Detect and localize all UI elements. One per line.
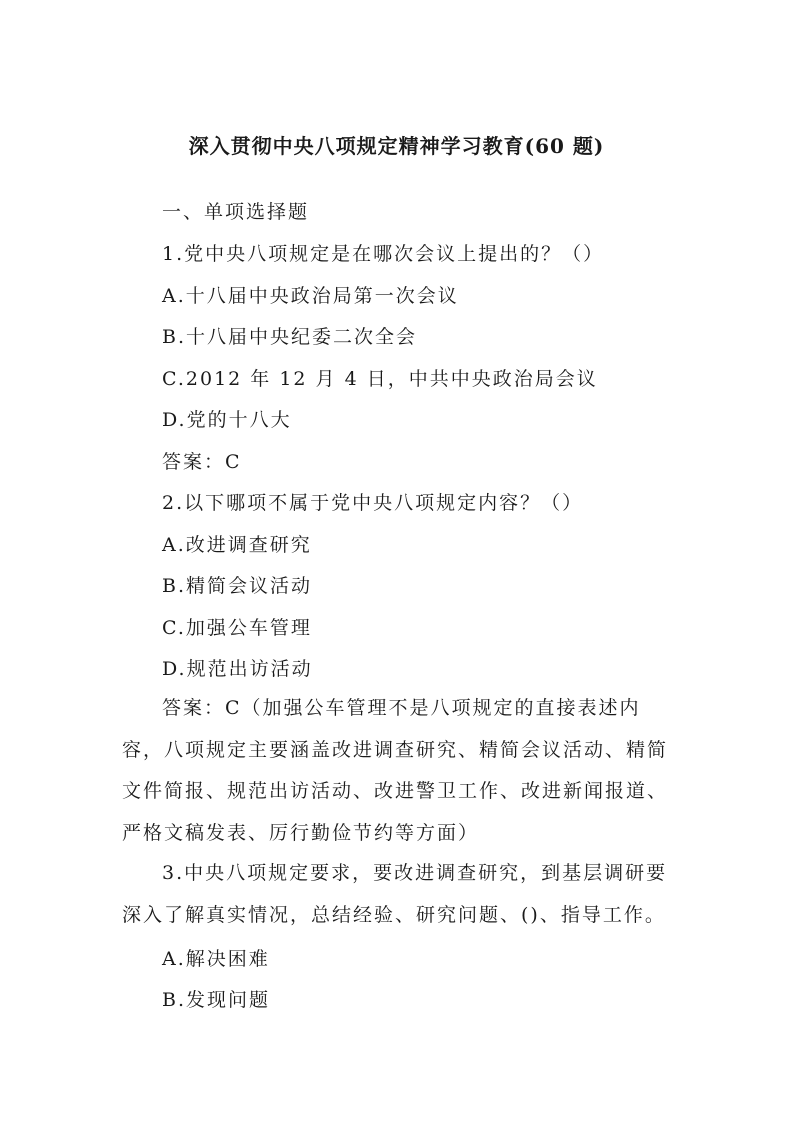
q2-option-c: C.加强公车管理 — [162, 617, 312, 639]
q3-option-b: B.发现问题 — [162, 989, 271, 1011]
q2-answer: 答案：C（加强公车管理不是八项规定的直接表述内容，八项规定主要涵盖改进调查研究、精简会议活动、精简文件简报、规范出访活动、改进警卫工作、改进新闻报道、严格文稿发表、厉行勤俭节约等方面） — [122, 697, 669, 844]
document-title: 深入贯彻中央八项规定精神学习教育(60 题) — [188, 134, 605, 158]
q3-option-a: A.解决困难 — [162, 948, 270, 970]
q1-answer: 答案：C — [162, 451, 242, 473]
question-2: 2.以下哪项不属于党中央八项规定内容？（） — [162, 492, 584, 514]
q1-option-c: C.2012 年 12 月 4 日，中共中央政治局会议 — [162, 368, 598, 390]
q2-option-d: D.规范出访活动 — [162, 658, 313, 680]
q2-option-a: A.改进调查研究 — [162, 534, 312, 556]
question-3: 3.中央八项规定要求，要改进调查研究，到基层调研要深入了解真实情况，总结经验、研究问题、()、指导工作。 — [122, 862, 668, 926]
q2-option-b: B.精简会议活动 — [162, 575, 313, 597]
q1-option-a: A.十八届中央政治局第一次会议 — [162, 285, 459, 307]
section-heading: 一、单项选择题 — [162, 201, 310, 223]
q1-option-d: D.党的十八大 — [162, 409, 292, 431]
question-1: 1.党中央八项规定是在哪次会议上提出的？（） — [162, 243, 605, 265]
q1-option-b: B.十八届中央纪委二次全会 — [162, 326, 418, 348]
